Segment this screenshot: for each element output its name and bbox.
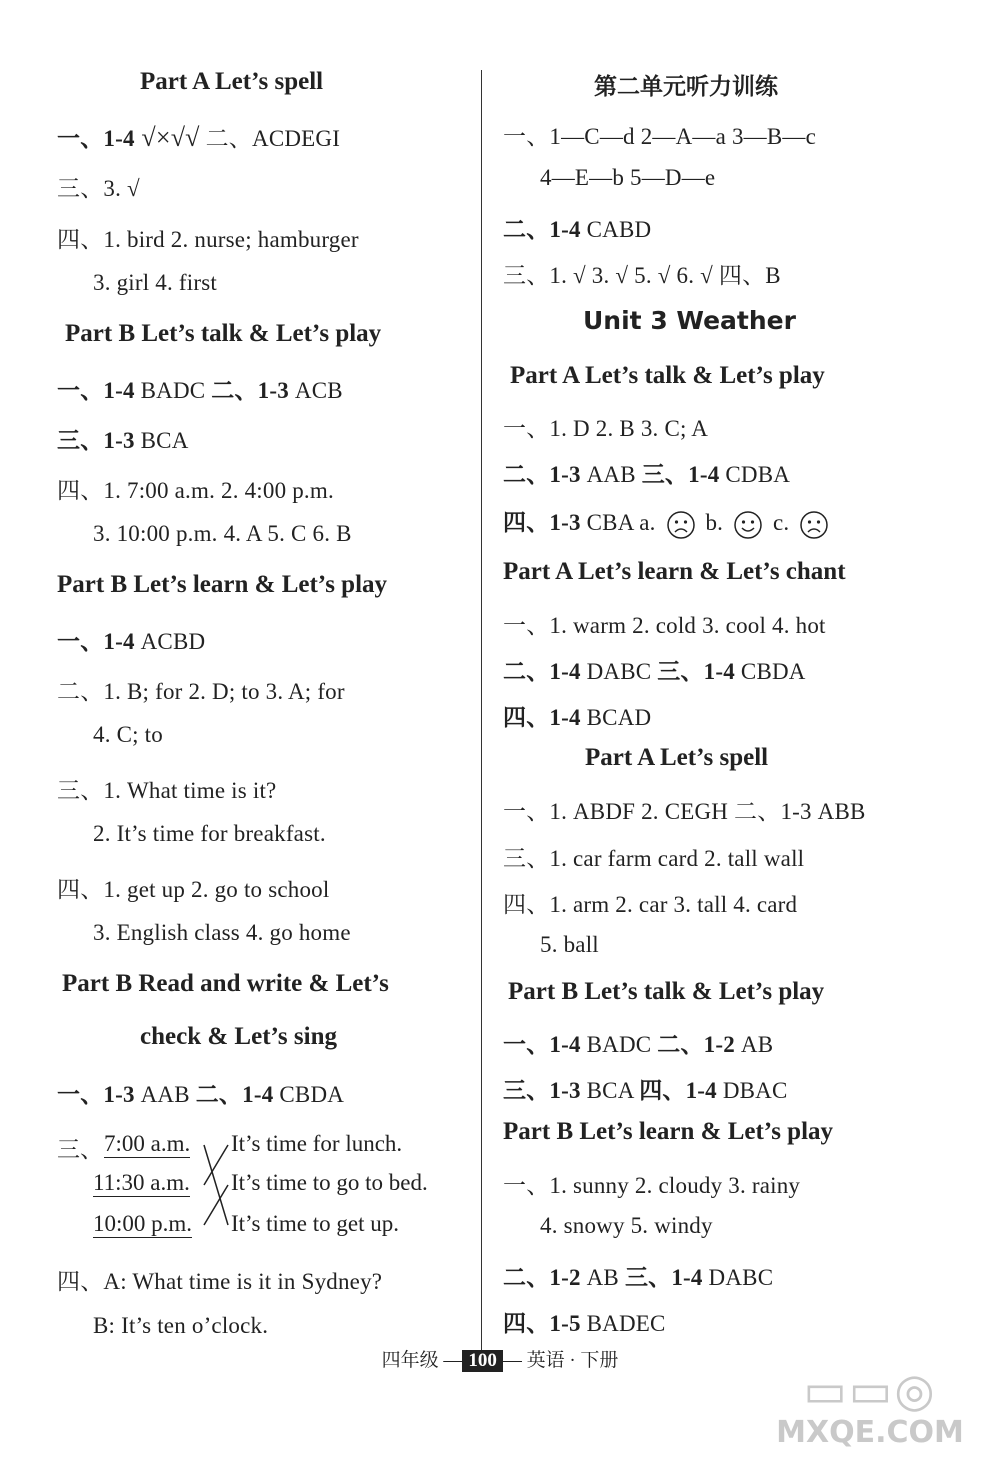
answer-line: 三、1. car farm card 2. tall wall bbox=[503, 846, 805, 871]
answer-index: 二、1-3 bbox=[211, 378, 289, 403]
answer-index: 四、1-4 bbox=[639, 1078, 717, 1103]
answer-text: BADEC bbox=[580, 1311, 666, 1336]
happy-face-icon bbox=[733, 510, 763, 540]
match-sentence: It’s time to go to bed. bbox=[231, 1170, 428, 1195]
answer-text: ACB bbox=[288, 378, 343, 403]
sad-face-icon bbox=[799, 510, 829, 540]
answer-line: 三、1. What time is it? bbox=[57, 778, 277, 803]
column-divider bbox=[481, 70, 482, 1350]
answer-line: 2. It’s time for breakfast. bbox=[93, 821, 326, 846]
answer-index: 二、1-4 bbox=[503, 659, 581, 684]
right-heading-4: Part A Let’s spell bbox=[585, 744, 769, 771]
answer-line bbox=[503, 1026, 773, 1059]
answer-line: 4. C; to bbox=[93, 722, 163, 747]
answer-text: AB bbox=[580, 1265, 625, 1290]
right-heading-3: Part A Let’s learn & Let’s chant bbox=[503, 558, 846, 585]
answer-index: 三、1-4 bbox=[657, 659, 735, 684]
answer-line bbox=[57, 623, 205, 656]
answer-line bbox=[57, 422, 189, 455]
right-heading-6: Part B Let’s learn & Let’s play bbox=[503, 1118, 834, 1145]
match-sentence: It’s time for lunch. bbox=[231, 1131, 403, 1156]
answer-line: 四、1. 7:00 a.m. 2. 4:00 p.m. bbox=[57, 478, 334, 503]
answer-text: BADC bbox=[134, 378, 212, 403]
answer-text: DABC bbox=[702, 1265, 774, 1290]
match-time: 11:30 a.m. bbox=[93, 1170, 190, 1195]
answer-text: AAB bbox=[580, 462, 642, 487]
answer-line: 3. 10:00 p.m. 4. A 5. C 6. B bbox=[93, 521, 352, 546]
answer-index: 一、1-4 bbox=[57, 126, 135, 151]
answer-text: BADC bbox=[580, 1032, 658, 1057]
answer-text: DABC bbox=[580, 659, 658, 684]
match-time: 10:00 p.m. bbox=[93, 1211, 193, 1236]
answer-text: AAB bbox=[134, 1082, 196, 1107]
answer-line: B: It’s ten o’clock. bbox=[93, 1313, 269, 1338]
answer-line bbox=[503, 211, 651, 244]
answer-text: √×√√ bbox=[134, 123, 200, 152]
left-heading-2: Part B Let’s talk & Let’s play bbox=[65, 320, 382, 347]
answer-index: 一、1-4 bbox=[57, 629, 135, 654]
watermark-logo: ▭▭◎ MXQE.COM bbox=[760, 1364, 980, 1459]
answer-index: 三、1-4 bbox=[624, 1265, 703, 1290]
page-number: 100 bbox=[462, 1350, 503, 1372]
sad-face-icon bbox=[666, 510, 696, 540]
answer-text: ACBD bbox=[134, 629, 206, 654]
answer-index: 二、1-2 bbox=[503, 1265, 581, 1290]
answer-index: 一、1-4 bbox=[503, 1032, 581, 1057]
answer-text: BCA bbox=[580, 1078, 640, 1103]
answer-line bbox=[503, 504, 833, 540]
answer-line: 一、1. warm 2. cold 3. cool 4. hot bbox=[503, 613, 826, 638]
footer-grade: 四年级 — bbox=[381, 1350, 463, 1371]
answer-text: CBA a. bbox=[580, 510, 656, 535]
left-heading-4-cont: check & Let’s sing bbox=[140, 1023, 337, 1050]
answer-line bbox=[503, 1072, 788, 1105]
answer-line bbox=[57, 1076, 344, 1109]
answer-index: 四、1-3 bbox=[503, 510, 581, 535]
right-heading-2: Part A Let’s talk & Let’s play bbox=[510, 362, 825, 389]
answer-text: AB bbox=[734, 1032, 774, 1057]
answer-line bbox=[57, 372, 343, 405]
answer-index: 一、1-3 bbox=[57, 1082, 135, 1107]
answer-line: 4—E—b 5—D—e bbox=[540, 165, 716, 190]
answer-line: 四、A: What time is it in Sydney? bbox=[57, 1269, 383, 1294]
answer-text: CABD bbox=[580, 217, 652, 242]
watermark-text: MXQE.COM bbox=[776, 1415, 964, 1450]
answer-line bbox=[503, 653, 806, 686]
answer-index: 三、1-4 bbox=[641, 462, 720, 487]
answer-text: CBDA bbox=[273, 1082, 345, 1107]
answer-text: CDBA bbox=[719, 462, 791, 487]
answer-line bbox=[503, 456, 790, 489]
answer-index: 二、1-3 bbox=[503, 462, 581, 487]
right-heading-5: Part B Let’s talk & Let’s play bbox=[508, 978, 825, 1005]
answer-index: 二、1-4 bbox=[195, 1082, 274, 1107]
answer-line: 一、1. sunny 2. cloudy 3. rainy bbox=[503, 1173, 801, 1198]
answer-line: 一、1. ABDF 2. CEGH 二、1-3 ABB bbox=[503, 799, 866, 824]
answer-line: 5. ball bbox=[540, 932, 599, 957]
answer-line: 一、1. D 2. B 3. C; A bbox=[503, 416, 709, 441]
answer-text: CBDA bbox=[734, 659, 806, 684]
footer-subject: — 英语 · 下册 bbox=[502, 1350, 619, 1371]
answer-line bbox=[57, 120, 340, 153]
answer-index: 二、1-4 bbox=[503, 217, 581, 242]
answer-index: 三、1-3 bbox=[503, 1078, 581, 1103]
match-lines bbox=[198, 1135, 238, 1245]
answer-text: BCA bbox=[134, 428, 189, 453]
answer-text: DBAC bbox=[716, 1078, 788, 1103]
answer-index: 四、1-5 bbox=[503, 1311, 581, 1336]
answer-line: 三、1. √ 3. √ 5. √ 6. √ 四、B bbox=[503, 263, 781, 288]
answer-line: 四、1. get up 2. go to school bbox=[57, 877, 330, 902]
answer-line: 4. snowy 5. windy bbox=[540, 1213, 713, 1238]
answer-index: 二、1-2 bbox=[657, 1032, 735, 1057]
answer-text: c. bbox=[767, 510, 790, 535]
match-prefix: 三、 bbox=[57, 1137, 103, 1162]
answer-index: 三、1-3 bbox=[57, 428, 135, 453]
answer-line bbox=[503, 699, 651, 732]
answer-line: 四、1. arm 2. car 3. tall 4. card bbox=[503, 892, 798, 917]
answer-line bbox=[503, 1305, 666, 1338]
answer-line bbox=[503, 1259, 773, 1292]
answer-line: 二、1. B; for 2. D; to 3. A; for bbox=[57, 679, 345, 704]
answer-line: 四、1. bird 2. nurse; hamburger bbox=[57, 227, 359, 252]
answer-text: BCAD bbox=[580, 705, 652, 730]
left-heading-3: Part B Let’s learn & Let’s play bbox=[57, 571, 388, 598]
match-sentence: It’s time to get up. bbox=[231, 1211, 400, 1236]
answer-text: b. bbox=[699, 510, 724, 535]
answer-line: 3. girl 4. first bbox=[93, 270, 217, 295]
left-heading-1: Part A Let’s spell bbox=[140, 68, 324, 95]
answer-text: 二、ACDEGI bbox=[199, 126, 341, 151]
answer-line: 一、1—C—d 2—A—a 3—B—c bbox=[503, 124, 817, 149]
answer-index: 四、1-4 bbox=[503, 705, 581, 730]
match-time: 7:00 a.m. bbox=[104, 1131, 191, 1156]
answer-line: 3. English class 4. go home bbox=[93, 920, 351, 945]
answer-line: 三、3. √ bbox=[57, 176, 140, 201]
left-heading-4: Part B Read and write & Let’s bbox=[62, 970, 389, 997]
answer-index: 一、1-4 bbox=[57, 378, 135, 403]
right-heading-1: 第二单元听力训练 bbox=[594, 74, 778, 100]
unit-title: Unit 3 Weather bbox=[583, 306, 796, 335]
